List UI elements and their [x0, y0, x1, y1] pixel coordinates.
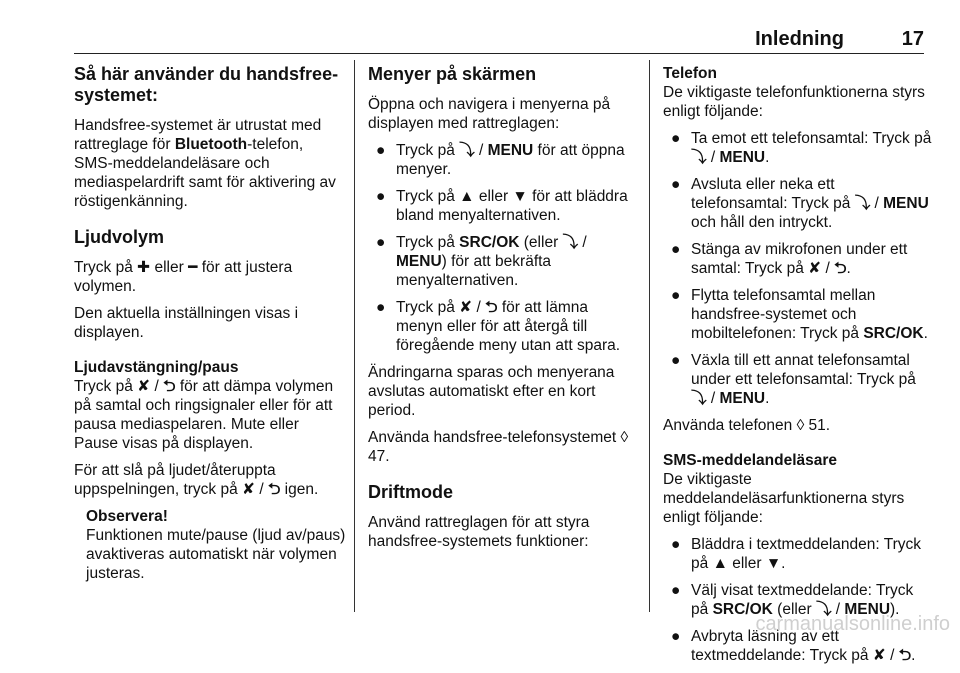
watermark: carmanualsonline.info	[755, 613, 950, 635]
page-number: 17	[901, 28, 924, 50]
plus-icon: ✚	[137, 259, 151, 276]
mute-icon: ✘	[459, 299, 473, 316]
page-title: Inledning	[755, 28, 844, 50]
list-item: ● Tryck på SRC/OK (eller ⤵ / MENU) för att bekräfta menyalternativen.	[376, 234, 587, 289]
subheading-sms: SMS-meddelandeläsare	[663, 452, 838, 469]
back-icon: ⮌	[898, 647, 912, 664]
down-arrow-icon: ▼	[765, 555, 782, 572]
subheading-mute: Ljudavstängning/paus	[74, 359, 239, 376]
column-1	[74, 64, 346, 591]
list-item: ● Välj visat textmeddelande: Tryck på SRC/OK (eller ⤵ / MENU).	[671, 582, 914, 618]
list-item: ● Tryck på ▲ eller ▼ för att bläddra bland menyalternativen.	[376, 188, 628, 224]
paragraph-changes: Ändringarna sparas och menyerana avslutas automatiskt efter en kort period.	[368, 364, 615, 419]
page-header	[74, 22, 924, 54]
list-item: ● Avbryta läsning av ett textmeddelande: Tryck på ✘ / ⮌.	[671, 628, 916, 664]
phone-icon: ⤵	[691, 149, 707, 166]
section-heading-menus: Menyer på skärmen	[368, 64, 537, 84]
note-text: Funktionen mute/pause (ljud av/paus) avaktiveras automatiskt när volymen justeras.	[86, 527, 346, 582]
back-icon: ⮌	[267, 481, 281, 498]
list-item: ● Växla till ett annat telefonsamtal under ett telefonsamtal: Tryck på ⤵ / MENU.	[671, 352, 916, 407]
phone-icon: ⤵	[459, 142, 475, 159]
list-item: ● Stänga av mikrofonen under ett samtal: Tryck på ✘ / ⮌.	[671, 241, 908, 277]
back-icon: ⮌	[485, 299, 498, 316]
mute-icon: ✘	[808, 260, 822, 277]
menu-bullet-list	[368, 141, 638, 355]
phone-icon: ⤵	[854, 195, 871, 212]
paragraph-display: Den aktuella inställningen visas i displayen.	[74, 305, 299, 341]
column-3	[663, 64, 933, 673]
up-arrow-icon: ▲	[459, 188, 475, 205]
paragraph-unmute: För att slå på ljudet/återuppta uppspelningen, tryck på ✘ / ⮌ igen.	[74, 462, 319, 498]
sms-bullet-list	[663, 535, 933, 665]
mute-icon: ✘	[137, 378, 151, 395]
up-arrow-icon: ▲	[712, 555, 728, 572]
paragraph-driftmode: Använd rattreglagen för att styra handsfree-systemets funktioner:	[368, 514, 590, 550]
mute-icon: ✘	[242, 481, 256, 498]
phone-icon: ⤵	[815, 601, 832, 618]
paragraph-menus-intro: Öppna och navigera i menyerna på displayen med rattreglagen:	[368, 96, 611, 132]
note-title: Observera!	[86, 508, 168, 525]
note-box	[86, 507, 346, 583]
list-item: ● Avsluta eller neka ett telefonsamtal: Tryck på ⤵ / MENU och håll den intryckt.	[671, 176, 929, 231]
minus-icon: ━	[188, 259, 198, 276]
mute-icon: ✘	[872, 647, 886, 664]
subheading-telefon: Telefon	[663, 65, 717, 82]
column-divider-2	[649, 60, 650, 612]
list-item: ● Tryck på ⤵ / MENU för att öppna menyer.	[376, 142, 625, 178]
phone-icon: ⤵	[691, 390, 707, 407]
down-arrow-icon: ▼	[512, 188, 528, 205]
section-heading-volume: Ljudvolym	[74, 227, 165, 247]
column-2	[368, 64, 638, 559]
section-heading-handsfree: Så här använder du handsfree-systemet:	[74, 64, 339, 105]
back-icon: ⮌	[834, 260, 847, 277]
paragraph-mute: Tryck på ✘ / ⮌ för att dämpa volymen på samtal och ringsignaler eller för att pausa mediaspelaren. Mute eller Pause visas på displayen.	[74, 378, 334, 452]
back-icon: ⮌	[163, 378, 176, 395]
paragraph-telefon-intro: De viktigaste telefonfunktionerna styrs enligt följande:	[663, 84, 925, 120]
list-item: ● Tryck på ✘ / ⮌ för att lämna menyn eller för att återgå till föregående meny utan att spara.	[376, 299, 621, 354]
list-item: ● Flytta telefonsamtal mellan handsfree-systemet och mobiltelefonen: Tryck på SRC/OK.	[671, 287, 928, 342]
phone-icon: ⤵	[562, 234, 579, 251]
paragraph-intro: Handsfree-systemet är utrustat med rattreglage för Bluetooth-telefon, SMS-meddelandeläsare och mediaspelardrift samt för aktivering av röstigenkänning.	[74, 117, 336, 210]
paragraph-volume: Tryck på ✚ eller ━ för att justera volymen.	[74, 259, 293, 295]
header-rule	[74, 53, 924, 54]
list-item: ● Bläddra i textmeddelanden: Tryck på ▲ eller ▼.	[671, 536, 922, 572]
list-item: ● Ta emot ett telefonsamtal: Tryck på ⤵ / MENU.	[671, 130, 932, 166]
telefon-bullet-list	[663, 129, 933, 408]
paragraph-ref-51: Använda telefonen ◊ 51.	[663, 417, 831, 434]
paragraph-ref-47: Använda handsfree-telefonsystemet ◊ 47.	[368, 429, 629, 465]
section-heading-driftmode: Driftmode	[368, 482, 453, 502]
column-divider-1	[354, 60, 355, 612]
paragraph-sms-intro: De viktigaste meddelandeläsarfunktionerna styrs enligt följande:	[663, 471, 905, 526]
